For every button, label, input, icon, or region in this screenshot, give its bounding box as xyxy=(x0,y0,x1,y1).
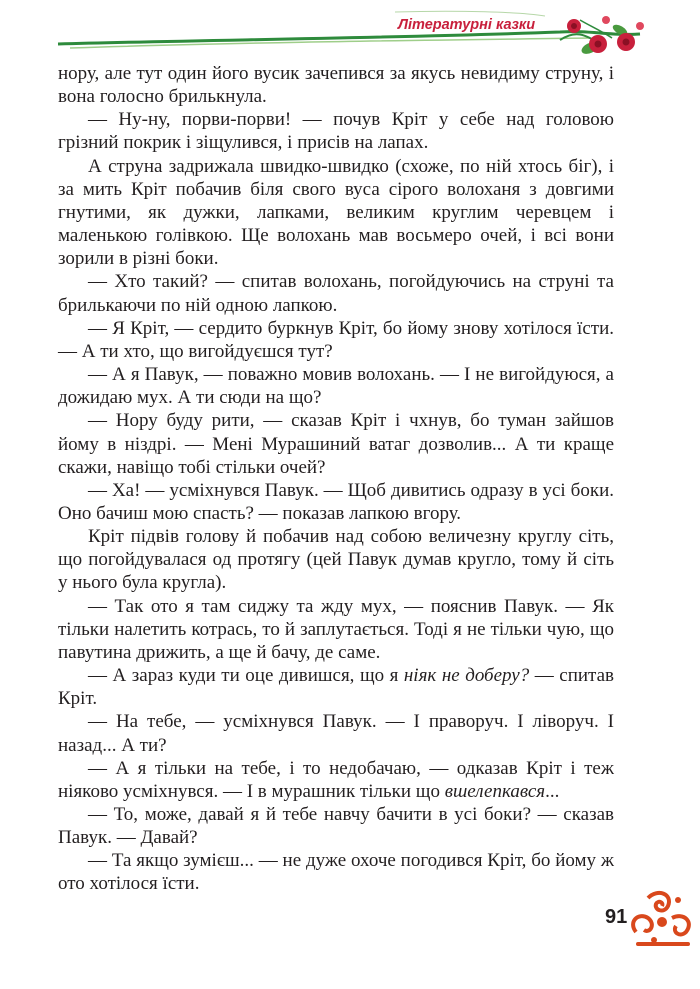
paragraph: — А я Павук, — поважно мовив волохань. — І не вигойдуюся, а дожидаю мух. А ти сюди на що? xyxy=(58,364,614,409)
paragraph-text: — А зараз куди ти оце дивишся, що я xyxy=(88,665,404,687)
paragraph xyxy=(58,757,614,803)
paragraph: Кріт підвів голову й побачив над собою величезну круглу сіть, що погойдувалася од протягу (цей Павук думав кругло, тому й сіть у нього була кругла). xyxy=(58,526,614,594)
paragraph: — На тебе, — усміхнувся Павук. — І праворуч. І ліворуч. І назад... А ти? xyxy=(58,711,614,756)
paragraph: — То, може, давай я й тебе навчу бачити в усі боки? — сказав Павук. — Давай? xyxy=(58,804,614,849)
page-header xyxy=(0,0,700,60)
flower-ornament-icon xyxy=(560,16,644,56)
story-text xyxy=(58,62,614,896)
paragraph-text: — спитав Кріт. xyxy=(58,665,614,710)
paragraph: — Хто такий? — спитав волохань, погойдуючись на струні та брилькаючи по ній одною лапкою. xyxy=(58,271,614,316)
paragraph: — Ну-ну, порви-порви! — почув Кріт у себе над головою грізний покрик і зіщулився, і присів на лапах. xyxy=(58,109,614,154)
italic-phrase: ніяк не доберу? xyxy=(403,665,530,687)
paragraph: А струна задрижала швидко-швидко (схоже, по ній хтось біг), і за мить Кріт побачив біля свого вуса сірого волоханя з довгими гнутими, як дужки, лапками, великим круглим черевцем і маленькою голівкою. Ще волохань мав восьмеро очей, і всі вони зорили в різні боки. xyxy=(58,155,614,270)
paragraph: нору, але тут один його вусик зачепився за якусь невидиму струну, і вона голосно брилькнула. xyxy=(58,63,614,108)
paragraph: — Так ото я там сиджу та жду мух, — пояснив Павук. — Як тільки налетить котрась, то й заплутається. Тоді я не тільки чую, що павутина дрижить, а ще й бачу, де саме. xyxy=(58,595,614,663)
paragraph: — Нору буду рити, — сказав Кріт і чхнув, бо туман зайшов йому в ніздрі. — Мені Мурашиний ватаг дозволив... А ти краще скажи, навіщо тобі стільки очей? xyxy=(58,410,614,478)
paragraph: — Та якщо зумієш... — не дуже охоче погодився Кріт, бо йому ж ото хотілося їсти. xyxy=(58,850,614,895)
corner-ornament-icon xyxy=(628,888,698,948)
paragraph-text: — А я тільки на тебе, і то недобачаю, — одказав Кріт і теж ніяково усміхнувся. — І в мурашник тільки що xyxy=(58,757,614,802)
section-title: Літературні казки xyxy=(398,17,536,33)
italic-word: вшелепкався xyxy=(444,780,546,802)
paragraph: — Ха! — усміхнувся Павук. — Щоб дивитись одразу в усі боки. Оно бачиш мою спасть? — показав лапкою вгору. xyxy=(58,479,614,524)
paragraph xyxy=(58,664,614,710)
page-number: 91 xyxy=(605,906,628,928)
header-decoration xyxy=(0,0,700,60)
paragraph: — Я Кріт, — сердито буркнув Кріт, бо йому знову хотілося їсти. — А ти хто, що вигойдуєшся тут? xyxy=(58,317,614,362)
paragraph-text: ... xyxy=(545,780,560,802)
